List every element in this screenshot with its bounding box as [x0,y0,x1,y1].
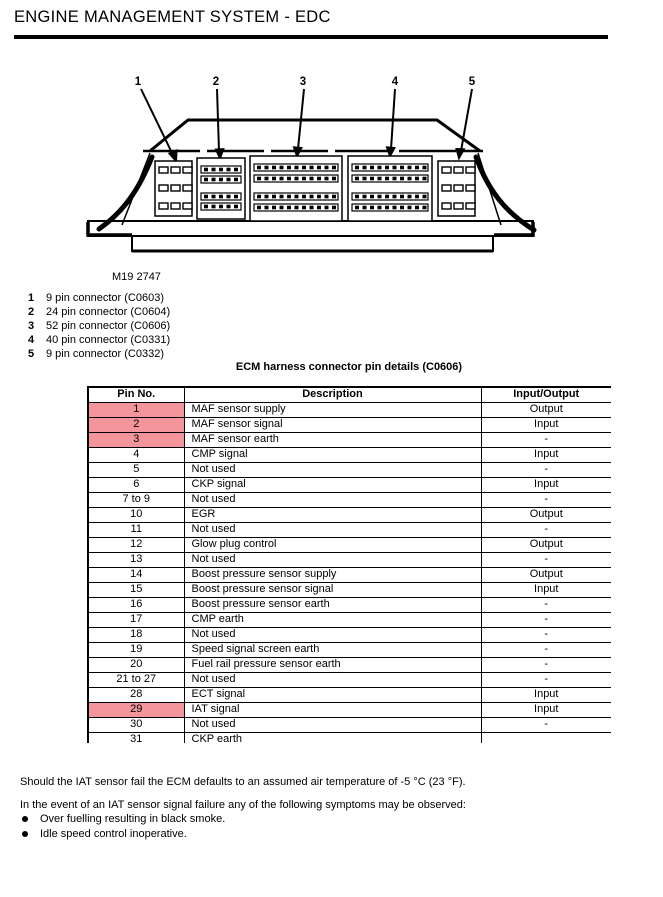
callout-label-1: 1 [134,76,142,88]
table-row [88,432,611,447]
pin-number-cell: 5 [88,462,184,477]
description-cell: Glow plug control [184,537,481,552]
description-cell: Not used [184,672,481,687]
description-cell: CKP signal [184,477,481,492]
connector-2 [197,158,245,219]
pin-number-cell: 29 [88,702,184,717]
table-row [88,642,611,657]
callout-label-2: 2 [212,76,220,88]
description-cell: CMP earth [184,612,481,627]
input-output-cell: Output [481,507,611,522]
legend-item-number: 2 [28,305,35,318]
pin-table-container [87,386,611,743]
connector-3 [250,156,342,221]
table-row [88,732,611,743]
description-cell: Fuel rail pressure sensor earth [184,657,481,672]
pin-number-cell: 14 [88,567,184,582]
description-cell: Speed signal screen earth [184,642,481,657]
pin-number-cell: 2 [88,417,184,432]
description-cell: Not used [184,522,481,537]
description-cell: Not used [184,552,481,567]
input-output-cell [481,732,611,743]
header-pin-no: Pin No. [88,387,184,402]
pin-number-cell: 6 [88,477,184,492]
description-cell: Boost pressure sensor earth [184,597,481,612]
list-item [20,813,650,828]
input-output-cell: - [481,717,611,732]
table-row [88,507,611,522]
input-output-cell: Input [481,582,611,597]
legend-item-label: 9 pin connector (C0603) [46,292,165,304]
pin-number-cell: 28 [88,687,184,702]
input-output-cell: - [481,657,611,672]
table-row [88,522,611,537]
input-output-cell: Output [481,537,611,552]
connector-1 [155,161,192,216]
note-iat-default: Should the IAT sensor fail the ECM defaults to an assumed air temperature of -5 °C (23 °F). [20,776,466,788]
description-cell: MAF sensor earth [184,432,481,447]
callout-label-5: 5 [468,76,476,88]
description-cell: IAT signal [184,702,481,717]
figure-caption: M19 2747 [112,271,161,283]
table-row [88,462,611,477]
input-output-cell: - [481,522,611,537]
connector-4 [348,156,432,221]
legend-item [28,334,170,348]
description-cell: EGR [184,507,481,522]
input-output-cell: Input [481,417,611,432]
header-description: Description [184,387,481,402]
legend-item [28,292,170,306]
description-cell: CMP signal [184,447,481,462]
table-row [88,702,611,717]
table-row [88,627,611,642]
input-output-cell: Output [481,567,611,582]
legend-item-number: 3 [28,319,35,332]
input-output-cell: - [481,642,611,657]
description-cell: Not used [184,462,481,477]
legend-item-label: 52 pin connector (C0606) [46,319,171,332]
pin-number-cell: 12 [88,537,184,552]
pin-details-table [87,386,611,743]
list-item-text: Over fuelling resulting in black smoke. [40,813,226,825]
list-item-text: Idle speed control inoperative. [40,828,187,840]
pin-number-cell: 31 [88,732,184,743]
input-output-cell: - [481,432,611,447]
description-cell: Not used [184,627,481,642]
description-cell: Boost pressure sensor signal [184,582,481,597]
input-output-cell: - [481,552,611,567]
description-cell: Boost pressure sensor supply [184,567,481,582]
page-title: ENGINE MANAGEMENT SYSTEM - EDC [14,8,331,26]
input-output-cell: - [481,597,611,612]
title-underline [14,35,608,39]
table-row [88,582,611,597]
list-item [20,828,650,843]
pin-number-cell: 15 [88,582,184,597]
description-cell: CKP earth [184,732,481,743]
pin-number-cell: 11 [88,522,184,537]
legend-item [28,306,170,320]
table-row [88,402,611,417]
input-output-cell: Input [481,477,611,492]
ecm-connector-diagram [85,63,545,263]
pin-number-cell: 16 [88,597,184,612]
input-output-cell: - [481,672,611,687]
input-output-cell: - [481,462,611,477]
input-output-cell: Input [481,687,611,702]
table-row [88,552,611,567]
table-header-row [88,387,611,402]
pin-number-cell: 4 [88,447,184,462]
legend-item [28,320,170,334]
pin-number-cell: 7 to 9 [88,492,184,507]
table-row [88,657,611,672]
note-iat-failure: In the event of an IAT sensor signal failure any of the following symptoms may be observed: [20,799,466,811]
table-row [88,672,611,687]
description-cell: MAF sensor signal [184,417,481,432]
pin-number-cell: 21 to 27 [88,672,184,687]
legend-item-label: 24 pin connector (C0604) [46,305,171,318]
pin-number-cell: 13 [88,552,184,567]
description-cell: Not used [184,492,481,507]
legend-item-number: 1 [28,292,35,304]
table-row [88,717,611,732]
legend-item-label: 9 pin connector (C0332) [46,347,165,360]
legend-item [28,348,170,362]
connector-5 [438,161,475,216]
pin-number-cell: 18 [88,627,184,642]
pin-number-cell: 30 [88,717,184,732]
table-row [88,612,611,627]
symptom-list [20,813,650,843]
callout-label-3: 3 [299,76,307,88]
input-output-cell: - [481,492,611,507]
input-output-cell: - [481,627,611,642]
table-row [88,447,611,462]
table-row [88,537,611,552]
pin-number-cell: 17 [88,612,184,627]
input-output-cell: - [481,612,611,627]
description-cell: MAF sensor supply [184,402,481,417]
description-cell: ECT signal [184,687,481,702]
table-row [88,417,611,432]
pin-number-cell: 10 [88,507,184,522]
input-output-cell: Output [481,402,611,417]
bullet-icon [22,816,28,822]
legend-item-label: 40 pin connector (C0331) [46,333,171,346]
table-row [88,597,611,612]
legend-item-number: 4 [28,333,35,346]
pin-number-cell: 19 [88,642,184,657]
pin-table-title: ECM harness connector pin details (C0606) [235,361,463,373]
table-row [88,567,611,582]
pin-number-cell: 3 [88,432,184,447]
callout-label-4: 4 [391,76,399,88]
header-input-output: Input/Output [481,387,611,402]
table-row [88,687,611,702]
pin-number-cell: 20 [88,657,184,672]
legend-item-number: 5 [28,347,35,360]
table-row [88,492,611,507]
bullet-icon [22,831,28,837]
input-output-cell: Input [481,702,611,717]
pin-number-cell: 1 [88,402,184,417]
table-row [88,477,611,492]
connector-legend [28,292,170,362]
input-output-cell: Input [481,447,611,462]
description-cell: Not used [184,717,481,732]
